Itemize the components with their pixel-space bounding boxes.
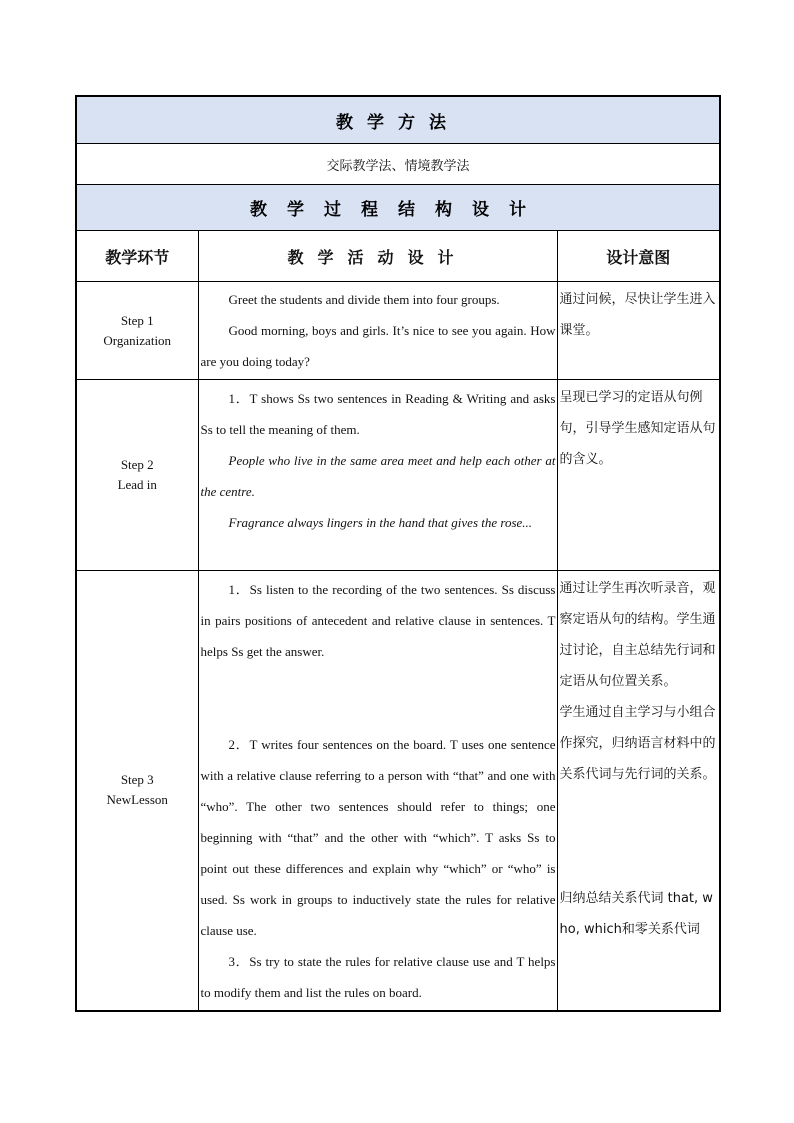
teaching-method-heading: 教学方法 xyxy=(76,96,720,144)
column-header-activity: 教学活动设计 xyxy=(198,231,557,282)
step-2-number: Step 2 xyxy=(120,457,154,472)
column-header-intent: 设计意图 xyxy=(557,231,720,282)
step-2-example-1: People who live in the same area meet and help each other at the centre. xyxy=(200,453,556,499)
step-2-title: Lead in xyxy=(117,477,157,492)
step-1-name xyxy=(76,282,198,380)
step-3-intent xyxy=(557,571,720,1011)
step-1-intent-text: 通过问候，尽快让学生进入课堂。 xyxy=(559,292,716,338)
step-1-paragraph-1: Greet the students and divide them into four groups. xyxy=(228,292,500,307)
table-row-step-3 xyxy=(76,571,720,1011)
step-3-intent-text-2: 学生通过自主学习与小组合作探究，归纳语言材料中的关系代词与先行词的关系。 xyxy=(559,705,716,782)
step-3-number: Step 3 xyxy=(120,772,154,788)
step-2-name xyxy=(76,380,198,571)
step-2-paragraph-1: 1．T shows Ss two sentences in Reading & Writing and asks Ss to tell the meaning of them. xyxy=(200,391,556,437)
step-1-intent xyxy=(557,282,720,380)
step-2-activity xyxy=(198,380,557,571)
table-row-step-2 xyxy=(76,380,720,571)
step-3-title: NewLesson xyxy=(106,792,168,808)
step-3-name xyxy=(76,571,198,1011)
table-row-step-1 xyxy=(76,282,720,380)
teaching-method-text: 交际教学法、情境教学法 xyxy=(76,144,720,185)
column-header-stage: 教学环节 xyxy=(76,231,198,282)
lesson-plan-table xyxy=(75,95,721,1012)
step-1-title: Organization xyxy=(103,332,172,348)
step-3-intent-text-1: 通过让学生再次听录音，观察定语从句的结构。学生通过讨论，自主总结先行词和定语从句位置关系。 xyxy=(559,581,716,689)
step-3-paragraph-2: 2．T writes four sentences on the board. T uses one sentence with a relative clause referring to a person with “that” and one with “who”. The other two sentences should refer to things; one beginning with “that” and the other with “which”. T asks Ss to point out these differences and explain why “which” or “who” is used. Ss work in groups to inductively state the rules for relative clause use. xyxy=(200,737,556,938)
step-2-intent-text: 呈现已学习的定语从句例句，引导学生感知定语从句的含义。 xyxy=(559,390,716,467)
step-1-number: Step 1 xyxy=(120,312,154,328)
step-3-activity xyxy=(198,571,557,1011)
step-3-paragraph-1: 1．Ss listen to the recording of the two sentences. Ss discuss in pairs positions of antecedent and relative clause in sentences. T helps Ss get the answer. xyxy=(200,582,556,659)
step-3-intent-text-3: 归纳总结关系代词 that, who, which和零关系代词 xyxy=(559,891,713,937)
step-2-intent xyxy=(557,380,720,571)
step-1-paragraph-2: Good morning, boys and girls. It’s nice to see you again. How are you doing today? xyxy=(200,323,556,369)
step-3-paragraph-3: 3．Ss try to state the rules for relative clause use and T helps to modify them and list the rules on board. xyxy=(200,954,556,1000)
step-1-activity xyxy=(198,282,557,380)
step-2-example-2: Fragrance always lingers in the hand that gives the rose... xyxy=(228,515,533,530)
process-structure-heading: 教学过程结构设计 xyxy=(76,185,720,231)
